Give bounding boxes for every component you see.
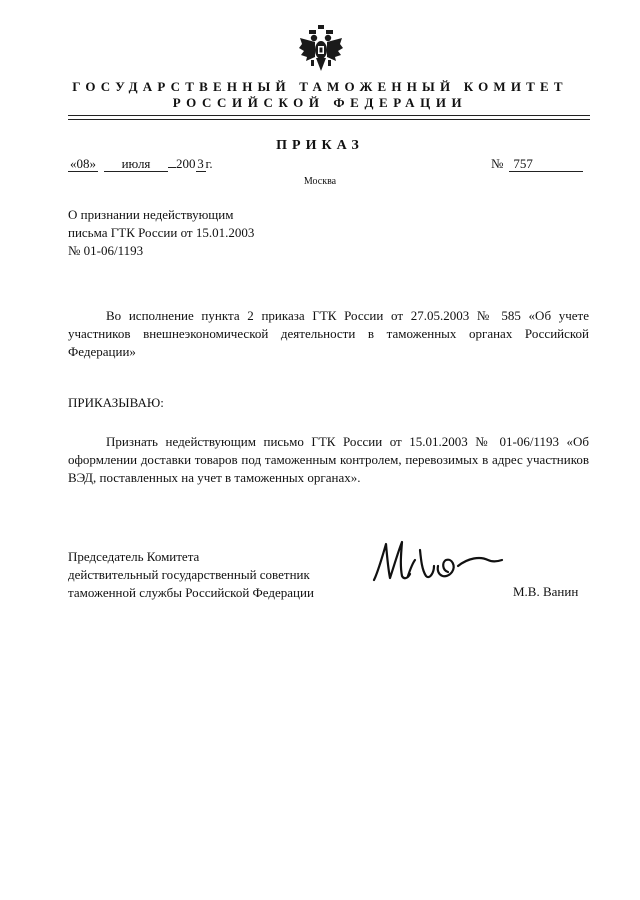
date-day-field: «08» (70, 156, 96, 171)
number-label: № (491, 156, 504, 171)
preamble-paragraph: Во исполнение пункта 2 приказа ГТК России от 27.05.2003 № 585 «Об учете участников внешнеэкономической деятельности в таможенных органах Российской Федерации» (68, 308, 589, 359)
coat-of-arms-emblem-icon (298, 24, 344, 74)
organization-name-line2: РОССИЙСКОЙ ФЕДЕРАЦИИ (172, 95, 468, 110)
document-subject (68, 206, 254, 260)
city: Москва (303, 176, 337, 187)
subject-line2: письма ГТК России от 15.01.2003 (68, 225, 255, 240)
date-day: 08 (76, 156, 90, 171)
order-directive: ПРИКАЗЫВАЮ: (68, 395, 164, 410)
date-month: июля (104, 156, 168, 172)
subject-line3: № 01-06/1193 (68, 243, 144, 258)
organization-name-line1: ГОСУДАРСТВЕННЫЙ ТАМОЖЕННЫЙ КОМИТЕТ (72, 79, 568, 94)
number-value: 757 (509, 156, 583, 172)
signatory-title-line1: Председатель Комитета (68, 549, 200, 564)
signatory-title (68, 548, 314, 602)
handwritten-signature (368, 536, 518, 588)
document-number (491, 156, 583, 172)
document-type-title: ПРИКАЗ (276, 138, 364, 153)
header-divider-top (68, 115, 590, 116)
order-paragraph: Признать недействующим письмо ГТК России от 15.01.2003 № 01-06/1193 «Об оформлении доставки товаров под таможенным контролем, перевозимых в адрес участников ВЭД, поставленных на учет в таможенных органах». (68, 434, 589, 485)
date-year-suffix: 3 (197, 156, 204, 171)
date-year-prefix: 200 (176, 156, 196, 171)
subject-line1: О признании недействующим (68, 207, 234, 222)
header-divider-bottom (68, 119, 590, 120)
signatory-title-line2: действительный государственный советник (68, 567, 310, 582)
signatory-title-line3: таможенной службы Российской Федерации (68, 585, 314, 600)
signatory-name: М.В. Ванин (513, 584, 579, 599)
document-date (68, 156, 213, 172)
date-year-unit: г. (205, 156, 213, 171)
